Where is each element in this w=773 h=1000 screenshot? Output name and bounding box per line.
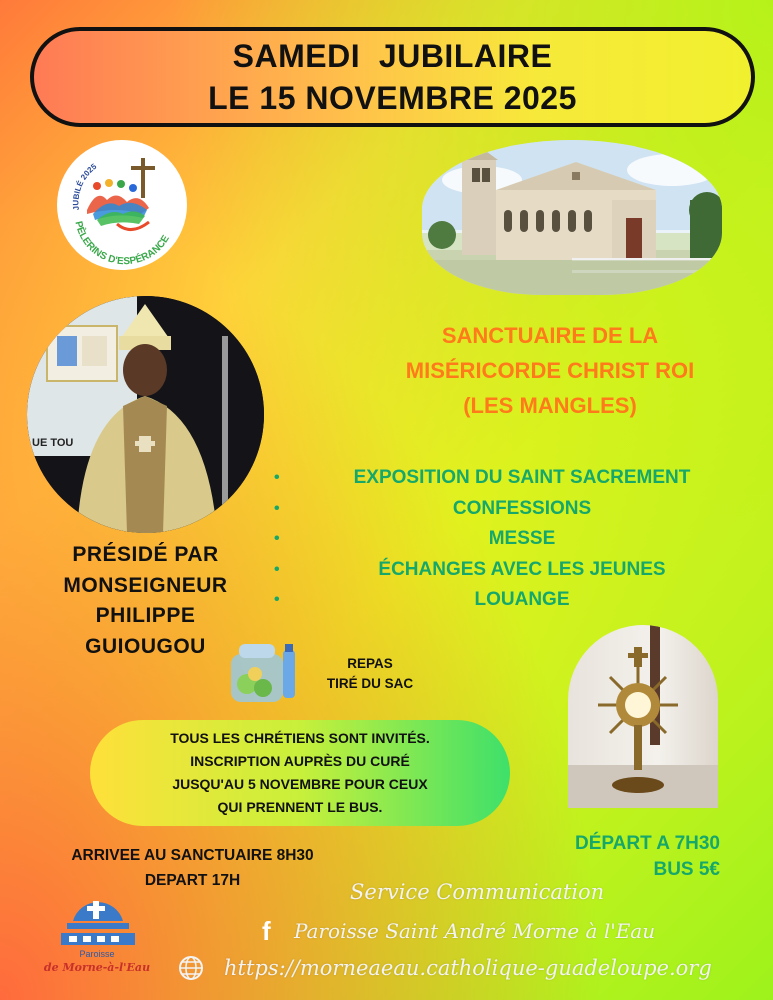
arrival-line-1: ARRIVEE AU SANCTUAIRE 8H30: [71, 847, 314, 864]
invitation-line-2: INSCRIPTION AUPRÈS DU CURÉ: [190, 753, 410, 769]
title-banner: [30, 27, 755, 127]
lunch-bag-icon: [225, 640, 303, 710]
activities-list: [272, 463, 752, 616]
bullet-icon: •: [274, 560, 280, 578]
list-item: • ÉCHANGES AVEC LES JEUNES: [272, 555, 752, 586]
list-item: • MESSE: [272, 524, 752, 555]
logo-arc-top: JUBILÉ 2025: [71, 161, 99, 211]
title-line-1: SAMEDI JUBILAIRE: [232, 38, 553, 74]
bishop-photo: [27, 296, 264, 533]
church-photo: [422, 140, 722, 295]
arrival-line-2: DEPART 17H: [144, 872, 241, 889]
presided-line-4: GUIOUGOU: [85, 634, 206, 658]
jubilee-logo-graphic: [57, 140, 187, 270]
church-illustration: [422, 140, 722, 295]
title-line-2: LE 15 NOVEMBRE 2025: [208, 80, 577, 116]
departure-info: [525, 831, 720, 883]
bullet-icon: •: [274, 591, 280, 608]
list-item: • CONFESSIONS: [272, 494, 752, 525]
invitation-line-3: JUSQU'AU 5 NOVEMBRE POUR CEUX: [172, 776, 428, 792]
departure-line-2: BUS 5€: [653, 859, 720, 880]
facebook-row[interactable]: [262, 918, 655, 944]
monstrance-illustration: [568, 625, 718, 808]
svg-text:UE TOU: UE TOU: [32, 437, 74, 449]
lunch-line-2: TIRÉ DU SAC: [326, 676, 414, 691]
sanctuary-line-3: (LES MANGLES): [463, 393, 637, 418]
parish-logo-line-1: Paroisse: [79, 949, 115, 959]
bishop-illustration: [27, 296, 264, 533]
presided-line-1: PRÉSIDÉ PAR: [72, 543, 219, 566]
arrival-info: [20, 843, 365, 893]
bullet-icon: •: [274, 530, 280, 547]
website-link[interactable]: https://morneaeau.catholique-guadeloupe.org: [224, 956, 712, 980]
website-row[interactable]: [178, 955, 712, 981]
invitation-line-1: TOUS LES CHRÉTIENS SONT INVITÉS.: [170, 730, 430, 746]
invitation-banner: [90, 720, 510, 826]
sanctuary-line-2: MISÉRICORDE CHRIST ROI: [405, 358, 695, 383]
presided-line-3: PHILIPPE: [95, 604, 196, 627]
facebook-page-link[interactable]: Paroisse Saint André Morne à l'Eau: [294, 919, 656, 943]
list-item: • EXPOSITION DU SAINT SACREMENT: [272, 463, 752, 494]
monstrance-photo: [568, 625, 718, 808]
globe-icon: [178, 955, 204, 981]
sanctuary-location: [340, 318, 760, 423]
bullet-icon: •: [274, 499, 280, 517]
parish-logo-line-2: de Morne-à-l'Eau: [43, 961, 151, 974]
facebook-icon: f: [262, 916, 271, 946]
sanctuary-line-1: SANCTUAIRE DE LA: [441, 323, 659, 348]
parish-logo: [35, 893, 160, 975]
presided-line-2: MONSEIGNEUR: [63, 573, 228, 597]
logo-arc-bottom: PÈLERINS D'ESPÉRANCE: [72, 220, 172, 268]
jubilee-logo: [57, 140, 187, 270]
parish-logo-graphic: [35, 893, 160, 975]
bullet-icon: •: [274, 469, 280, 486]
departure-line-1: DÉPART A 7H30: [575, 833, 720, 854]
list-item: • LOUANGE: [272, 585, 752, 616]
lunch-note: [310, 654, 430, 694]
service-communication: Service Communication: [350, 880, 605, 904]
lunch-line-1: REPAS: [347, 656, 393, 671]
invitation-line-4: QUI PRENNENT LE BUS.: [217, 799, 383, 815]
